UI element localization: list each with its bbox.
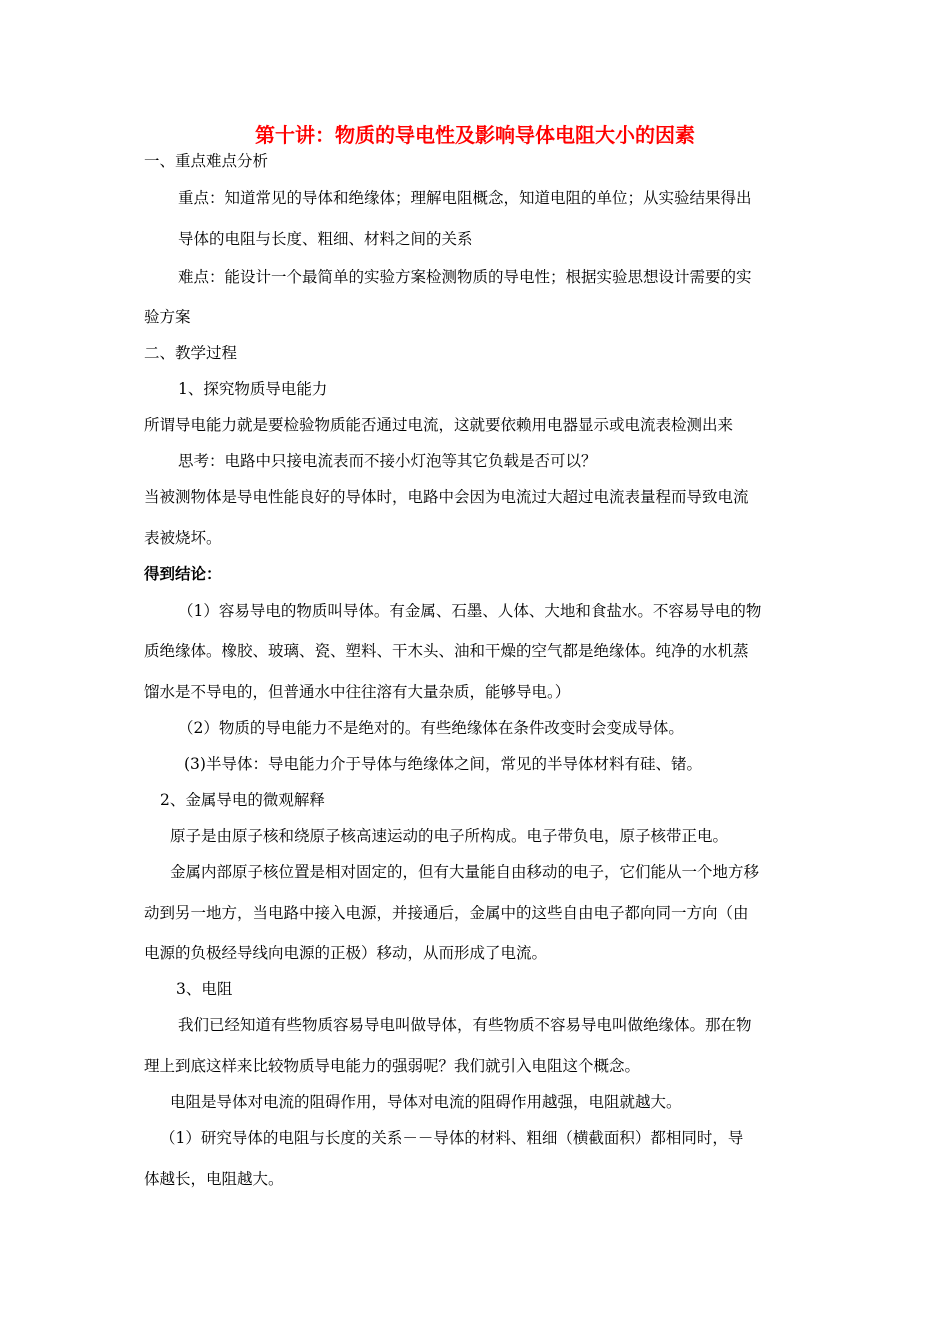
paragraph-line: 思考：电路中只接电流表而不接小灯泡等其它负载是否可以？ — [178, 452, 597, 470]
paragraph-line: 验方案 — [144, 308, 191, 326]
paragraph-line: 导体的电阻与长度、粗细、材料之间的关系 — [178, 230, 473, 248]
paragraph-line: 体越长，电阻越大。 — [144, 1170, 284, 1188]
conclusion-heading: 得到结论： — [144, 565, 222, 583]
paragraph-line: 所谓导电能力就是要检验物质能否通过电流，这就要依赖用电器显示或电流表检测出来 — [144, 416, 734, 434]
paragraph-line: 当被测物体是导电性能良好的导体时，电路中会因为电流过大超过电流表量程而导致电流 — [144, 488, 749, 506]
document-title: 第十讲：物质的导电性及影响导体电阻大小的因素 — [255, 123, 695, 147]
paragraph-line: 原子是由原子核和绕原子核高速运动的电子所构成。电子带负电，原子核带正电。 — [170, 827, 729, 845]
paragraph-line: 难点：能设计一个最简单的实验方案检测物质的导电性；根据实验思想设计需要的实 — [178, 268, 752, 286]
paragraph-line: 表被烧坏。 — [144, 529, 222, 547]
paragraph-line: 重点：知道常见的导体和绝缘体；理解电阻概念，知道电阻的单位；从实验结果得出 — [178, 189, 752, 207]
paragraph-line: 馏水是不导电的，但普通水中往往溶有大量杂质，能够导电。） — [144, 683, 571, 701]
subsection-heading: 1、探究物质导电能力 — [178, 380, 328, 398]
paragraph-line: 电阻是导体对电流的阻碍作用，导体对电流的阻碍作用越强，电阻就越大。 — [170, 1093, 682, 1111]
subsection-heading: 3、电阻 — [176, 980, 233, 998]
paragraph-line: 我们已经知道有些物质容易导电叫做导体，有些物质不容易导电叫做绝缘体。那在物 — [178, 1016, 752, 1034]
section-heading-process: 二、教学过程 — [144, 344, 238, 362]
subsection-heading: 2、金属导电的微观解释 — [160, 791, 325, 809]
paragraph-line: （1）容易导电的物质叫导体。有金属、石墨、人体、大地和食盐水。不容易导电的物 — [178, 602, 762, 620]
paragraph-line: （2）物质的导电能力不是绝对的。有些绝缘体在条件改变时会变成导体。 — [178, 719, 684, 737]
paragraph-line: 金属内部原子核位置是相对固定的，但有大量能自由移动的电子，它们能从一个地方移 — [170, 863, 760, 881]
paragraph-line: (3)半导体：导电能力介于导体与绝缘体之间，常见的半导体材料有硅、锗。 — [184, 755, 702, 773]
paragraph-line: 质绝缘体。橡胶、玻璃、瓷、塑料、干木头、油和干燥的空气都是绝缘体。纯净的水机蒸 — [144, 642, 749, 660]
paragraph-line: 理上到底这样来比较物质导电能力的强弱呢？我们就引入电阻这个概念。 — [144, 1057, 641, 1075]
paragraph-line: 动到另一地方，当电路中接入电源，并接通后，金属中的这些自由电子都向同一方向（由 — [144, 904, 749, 922]
paragraph-line: 电源的负极经导线向电源的正极）移动，从而形成了电流。 — [144, 944, 548, 962]
section-heading-analysis: 一、重点难点分析 — [144, 152, 269, 170]
paragraph-line: （1）研究导体的电阻与长度的关系－－导体的材料、粗细（横截面积）都相同时，导 — [160, 1129, 744, 1147]
